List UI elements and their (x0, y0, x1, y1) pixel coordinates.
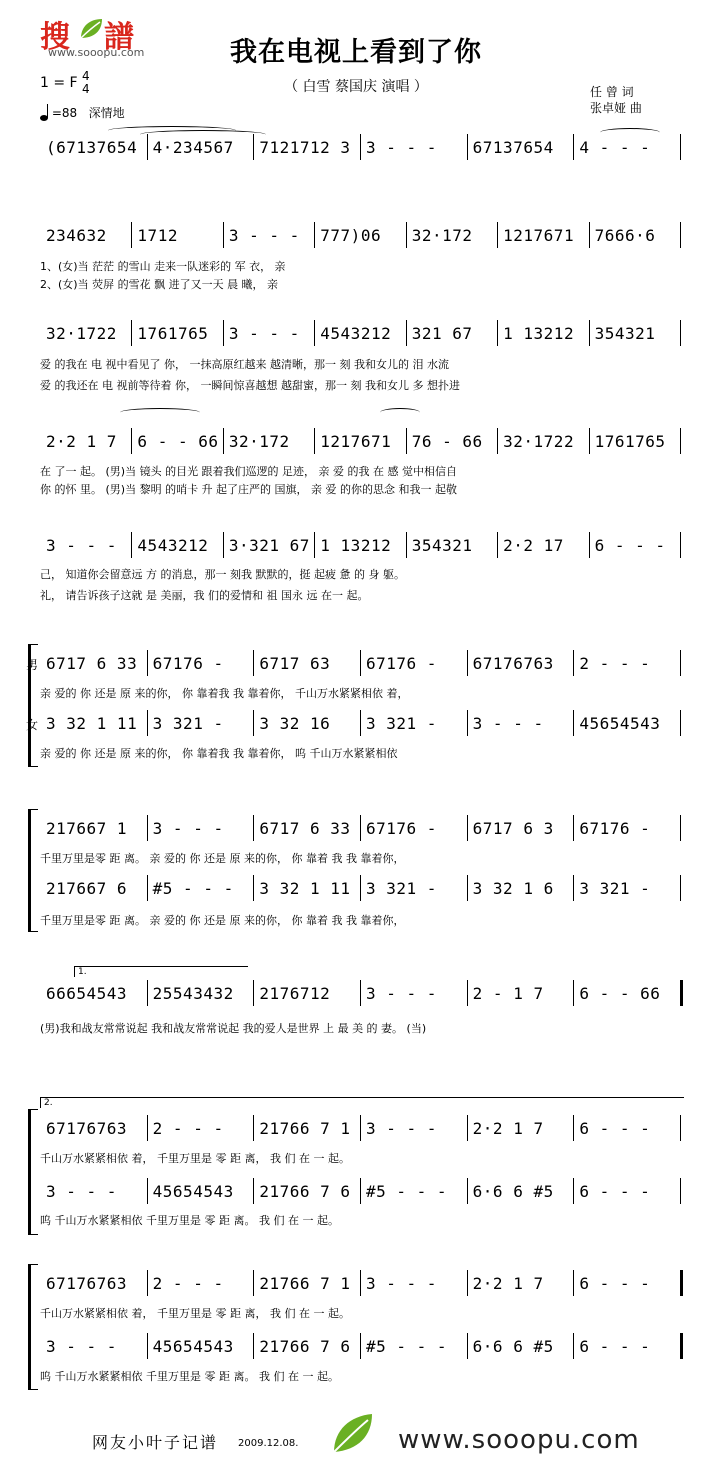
barline (360, 1270, 361, 1296)
staff-row (0, 710, 712, 740)
measure: 67176 - (152, 654, 224, 673)
barline (223, 320, 224, 346)
barline (573, 1115, 574, 1141)
barline (680, 1115, 681, 1141)
lyric-text: 呜 千山万水紧紧相依 千里万里是 零 距 离。 我 们 在 一 起。 (40, 1370, 339, 1383)
measure: 3 - - - (152, 819, 224, 838)
staff-row (0, 875, 712, 905)
measure: 45654543 (152, 1182, 234, 1201)
barline (147, 1178, 148, 1204)
lyric-text: 千山万水紧紧相依 着， 千里万里是 零 距 离， 我 们 在 一 起。 (40, 1152, 350, 1165)
barline (573, 815, 574, 841)
barline (147, 1333, 148, 1359)
barline (131, 428, 132, 454)
time-signature (82, 70, 90, 96)
part-label-female: 女 (26, 718, 39, 732)
barline (314, 222, 315, 248)
barline (314, 532, 315, 558)
singer-line: （ 白雪 蔡国庆 演唱 ） (284, 79, 428, 95)
staff-row (0, 1333, 712, 1363)
staff-row (0, 1115, 712, 1145)
barline (467, 134, 468, 160)
slur (380, 408, 420, 417)
song-title: 我在电视上看到了你 (230, 37, 482, 68)
bracket-tick (28, 809, 38, 810)
measure: 32·1722 (503, 432, 575, 451)
barline (680, 532, 681, 558)
staff-row (0, 1178, 712, 1208)
measure: 2176712 (259, 984, 331, 1003)
measure: 234632 (46, 226, 107, 245)
barline (467, 815, 468, 841)
key-signature (40, 70, 90, 96)
barline (573, 710, 574, 736)
measure: 3 32 16 (259, 714, 331, 733)
barline (147, 1115, 148, 1141)
barline (147, 1270, 148, 1296)
measure: 3 321 - (579, 879, 651, 898)
barline (360, 134, 361, 160)
staff-row (0, 815, 712, 845)
measure: 67176 - (579, 819, 651, 838)
measure: 777)06 (320, 226, 382, 245)
measure: 3 32 1 11 (259, 879, 351, 898)
key-label: 1 = F (40, 75, 78, 91)
quarter-note-icon (40, 115, 48, 121)
logo-char-1: 搜 (40, 20, 70, 55)
measure: 354321 (594, 324, 656, 343)
barline (467, 710, 468, 736)
barline (253, 710, 254, 736)
barline (467, 650, 468, 676)
barline (497, 532, 498, 558)
measure: 76 - 66 (411, 432, 483, 451)
barline (406, 532, 407, 558)
measure: 2 - 1 7 (472, 984, 544, 1003)
bracket-tick (28, 1109, 38, 1110)
leaf-icon (330, 1410, 376, 1456)
barline (131, 222, 132, 248)
measure: 25543432 (152, 984, 234, 1003)
measure: (67137654 (46, 138, 138, 157)
measure: 67176763 (46, 1274, 128, 1293)
barline (147, 875, 148, 901)
measure: 1217671 (503, 226, 575, 245)
barline (314, 428, 315, 454)
barline (467, 1178, 468, 1204)
lyric-text: 你 的怀 里。 (男)当 黎明 的哨卡 升 起了庄严的 国旗， 亲 爱 的你的思念 和我一 起敬 (40, 483, 458, 496)
barline (147, 815, 148, 841)
barline (360, 980, 361, 1006)
lyric-text: 千里万里是零 距 离。 亲 爱的 你 还是 原 来的你， 你 靠着 我 我 靠着你， (40, 852, 405, 865)
measure: 6 - - - (579, 1182, 651, 1201)
measure: 3 - - - (46, 1182, 117, 1201)
barline (573, 1178, 574, 1204)
barline (253, 650, 254, 676)
measure: 3·321 67 (228, 536, 310, 555)
composer: 张卓娅 曲 (590, 101, 642, 115)
measure: 1712 (137, 226, 178, 245)
barline (360, 710, 361, 736)
barline (253, 1115, 254, 1141)
staff-row (0, 222, 712, 252)
logo-char-2: 譜 (104, 20, 134, 55)
measure: 1 13212 (503, 324, 575, 343)
measure: 6 - - - (579, 1337, 651, 1356)
barline (253, 980, 254, 1006)
lyric-text: 己， 知道你会留意远 方 的消息，那一 刻我 默默的，挺 起疲 惫 的 身 躯。 (40, 568, 405, 581)
measure: 6 - - - (594, 536, 666, 555)
measure: #5 - - - (366, 1182, 448, 1201)
barline (680, 710, 681, 736)
staff-row (0, 650, 712, 680)
barline (253, 875, 254, 901)
lyric-text: 2、(女)当 荧屏 的雪花 飘 进了又一天 晨 曦， 亲 (40, 278, 279, 291)
measure: 21766 7 1 (259, 1119, 351, 1138)
final-barline (680, 1333, 683, 1359)
barline (360, 875, 361, 901)
volta-bracket-2: 2. (40, 1097, 684, 1108)
lyric-text: 在 了一 起。 (男)当 镜头 的目光 跟着我们巡逻的 足迹， 亲 爱 的我 在 感 觉中相信自 (40, 465, 458, 478)
measure: 3 321 - (366, 879, 437, 898)
lyric-text: 亲 爱的 你 还是 原 来的你， 你 靠着我 我 靠着你， 呜 千山万水紧紧相依 (40, 747, 398, 760)
slur (120, 408, 200, 417)
time-sig-top: 4 (82, 69, 90, 83)
lyric-text: (男)我和战友常常说起 我和战友常常说起 我的爱人是世界 上 最 美 的 妻。 (当) (40, 1022, 427, 1035)
measure: 32·1722 (46, 324, 117, 343)
slur (140, 130, 266, 139)
barline (253, 1333, 254, 1359)
measure: 32·172 (228, 432, 290, 451)
measure: #5 - - - (152, 879, 234, 898)
measure: 45654543 (579, 714, 661, 733)
barline (147, 980, 148, 1006)
barline (360, 650, 361, 676)
footer-url[interactable]: www.sooopu.com (398, 1425, 640, 1455)
measure: 6 - - 66 (579, 984, 661, 1003)
measure: 3 - - - (366, 1274, 437, 1293)
barline (253, 1270, 254, 1296)
measure: 6 - - 66 (137, 432, 219, 451)
measure: 3 32 1 11 (46, 714, 138, 733)
slur (600, 128, 660, 137)
barline (131, 320, 132, 346)
barline (589, 428, 590, 454)
barline (314, 320, 315, 346)
measure: 3 - - - (366, 138, 437, 157)
measure: 6717 6 3 (472, 819, 554, 838)
tempo-expression: 深情地 (88, 106, 125, 120)
barline (467, 980, 468, 1006)
lyric-text: 呜 千山万水紧紧相依 千里万里是 零 距 离。 我 们 在 一 起。 (40, 1214, 339, 1227)
staff-row (0, 134, 712, 164)
measure: 2·2 1 7 (472, 1274, 544, 1293)
measure: 6717 6 33 (259, 819, 351, 838)
measure: 21766 7 6 (259, 1182, 351, 1201)
barline (360, 1333, 361, 1359)
lyric-text: 礼， 请告诉孩子这就 是 美丽，我 们的爱情和 祖 国永 远 在一 起。 (40, 589, 369, 602)
measure: 7666·6 (594, 226, 656, 245)
barline (573, 650, 574, 676)
measure: 6717 6 33 (46, 654, 138, 673)
measure: 2 - - - (152, 1274, 224, 1293)
barline (680, 222, 681, 248)
barline (360, 1178, 361, 1204)
measure: 45654543 (152, 1337, 234, 1356)
measure: 4543212 (137, 536, 209, 555)
measure: 217667 6 (46, 879, 128, 898)
final-barline (680, 1270, 683, 1296)
bracket-tick (28, 1389, 38, 1390)
staff-row (0, 428, 712, 458)
measure: 4543212 (320, 324, 392, 343)
lyric-text: 1、(女)当 茫茫 的雪山 走来一队迷彩的 军 衣， 亲 (40, 260, 286, 273)
barline (406, 222, 407, 248)
measure: 3 - - - (366, 984, 437, 1003)
measure: 2 - - - (152, 1119, 224, 1138)
bracket-tick (28, 1234, 38, 1235)
barline (680, 815, 681, 841)
barline (680, 428, 681, 454)
barline (573, 980, 574, 1006)
barline (223, 532, 224, 558)
barline (680, 875, 681, 901)
barline (680, 134, 681, 160)
staff-row (0, 532, 712, 562)
tempo-marking (40, 104, 125, 121)
volta-bracket-1: 1. (74, 966, 248, 977)
barline (680, 320, 681, 346)
measure: 7121712 3 (259, 138, 351, 157)
barline (573, 875, 574, 901)
logo-url: www.sooopu.com (48, 46, 145, 59)
lyric-text: 爱 的我还在 电 视前等待着 你， 一瞬间惊喜越想 越甜蜜，那一 刻 我和女儿 多 想扑进 (40, 379, 460, 392)
measure: 2·2 1 7 (472, 1119, 544, 1138)
measure: 67176763 (46, 1119, 128, 1138)
measure: 2 - - - (579, 654, 651, 673)
measure: 21766 7 1 (259, 1274, 351, 1293)
barline (253, 1178, 254, 1204)
measure: 6 - - - (579, 1119, 651, 1138)
part-label-male: 男 (26, 658, 39, 672)
transcription-date: 2009.12.08. (238, 1438, 299, 1449)
barline (497, 222, 498, 248)
measure: 3 - - - (228, 324, 300, 343)
bracket-tick (28, 1264, 38, 1265)
staff-row (0, 1270, 712, 1300)
final-barline (680, 980, 683, 1006)
measure: 3 - - - (472, 714, 544, 733)
measure: #5 - - - (366, 1337, 448, 1356)
measure: 217667 1 (46, 819, 128, 838)
lyric-text: 爱 的我在 电 视中看见了 你， 一抹高原红越来 越清晰，那一 刻 我和女儿的 泪 水流 (40, 358, 449, 371)
measure: 6·6 6 #5 (472, 1337, 554, 1356)
measure: 2·2 17 (503, 536, 564, 555)
measure: 3 - - - (228, 226, 300, 245)
barline (589, 222, 590, 248)
measure: 32·172 (411, 226, 473, 245)
lyric-text: 千山万水紧紧相依 着， 千里万里是 零 距 离， 我 们 在 一 起。 (40, 1307, 350, 1320)
bracket-tick (28, 766, 38, 767)
barline (680, 650, 681, 676)
measure: 1761765 (137, 324, 209, 343)
measure: 1217671 (320, 432, 392, 451)
measure: 3 321 - (366, 714, 437, 733)
barline (223, 222, 224, 248)
barline (573, 134, 574, 160)
tempo-bpm: =88 (51, 106, 78, 120)
measure: 354321 (411, 536, 473, 555)
barline (573, 1333, 574, 1359)
barline (467, 1115, 468, 1141)
barline (680, 1178, 681, 1204)
barline (147, 650, 148, 676)
measure: 67176 - (366, 819, 437, 838)
barline (467, 1270, 468, 1296)
barline (406, 320, 407, 346)
measure: 67176 - (366, 654, 437, 673)
measure: 21766 7 6 (259, 1337, 351, 1356)
measure: 3 32 1 6 (472, 879, 554, 898)
barline (406, 428, 407, 454)
measure: 67137654 (472, 138, 554, 157)
barline (497, 320, 498, 346)
measure: 4 - - - (579, 138, 651, 157)
staff-row (0, 320, 712, 350)
measure: 3 - - - (366, 1119, 437, 1138)
measure: 2·2 1 7 (46, 432, 117, 451)
barline (467, 875, 468, 901)
barline (573, 1270, 574, 1296)
credits (590, 84, 642, 116)
lyric-text: 千里万里是零 距 离。 亲 爱的 你 还是 原 来的你， 你 靠着 我 我 靠着你， (40, 914, 405, 927)
lyric-text: 亲 爱的 你 还是 原 来的你， 你 靠着我 我 靠着你， 千山万水紧紧相依 着， (40, 687, 409, 700)
measure: 3 321 - (152, 714, 224, 733)
measure: 1761765 (594, 432, 666, 451)
barline (360, 815, 361, 841)
barline (497, 428, 498, 454)
measure: 3 - - - (46, 536, 117, 555)
barline (467, 1333, 468, 1359)
measure: 4·234567 (152, 138, 234, 157)
measure: 6 - - - (579, 1274, 651, 1293)
measure: 67176763 (472, 654, 554, 673)
barline (131, 532, 132, 558)
staff-row (0, 980, 712, 1010)
barline (147, 710, 148, 736)
measure: 1 13212 (320, 536, 392, 555)
measure: 6·6 6 #5 (472, 1182, 554, 1201)
barline (589, 320, 590, 346)
measure: 321 67 (411, 324, 473, 343)
time-sig-bottom: 4 (82, 82, 90, 96)
measure: 3 - - - (46, 1337, 117, 1356)
barline (253, 815, 254, 841)
lyricist: 任 曾 词 (590, 85, 634, 99)
transcriber-credit: 网友小叶子记谱 (92, 1433, 219, 1452)
measure: 66654543 (46, 984, 128, 1003)
bracket-tick (28, 931, 38, 932)
measure: 6717 63 (259, 654, 331, 673)
barline (223, 428, 224, 454)
barline (360, 1115, 361, 1141)
bracket-tick (28, 644, 38, 645)
barline (589, 532, 590, 558)
